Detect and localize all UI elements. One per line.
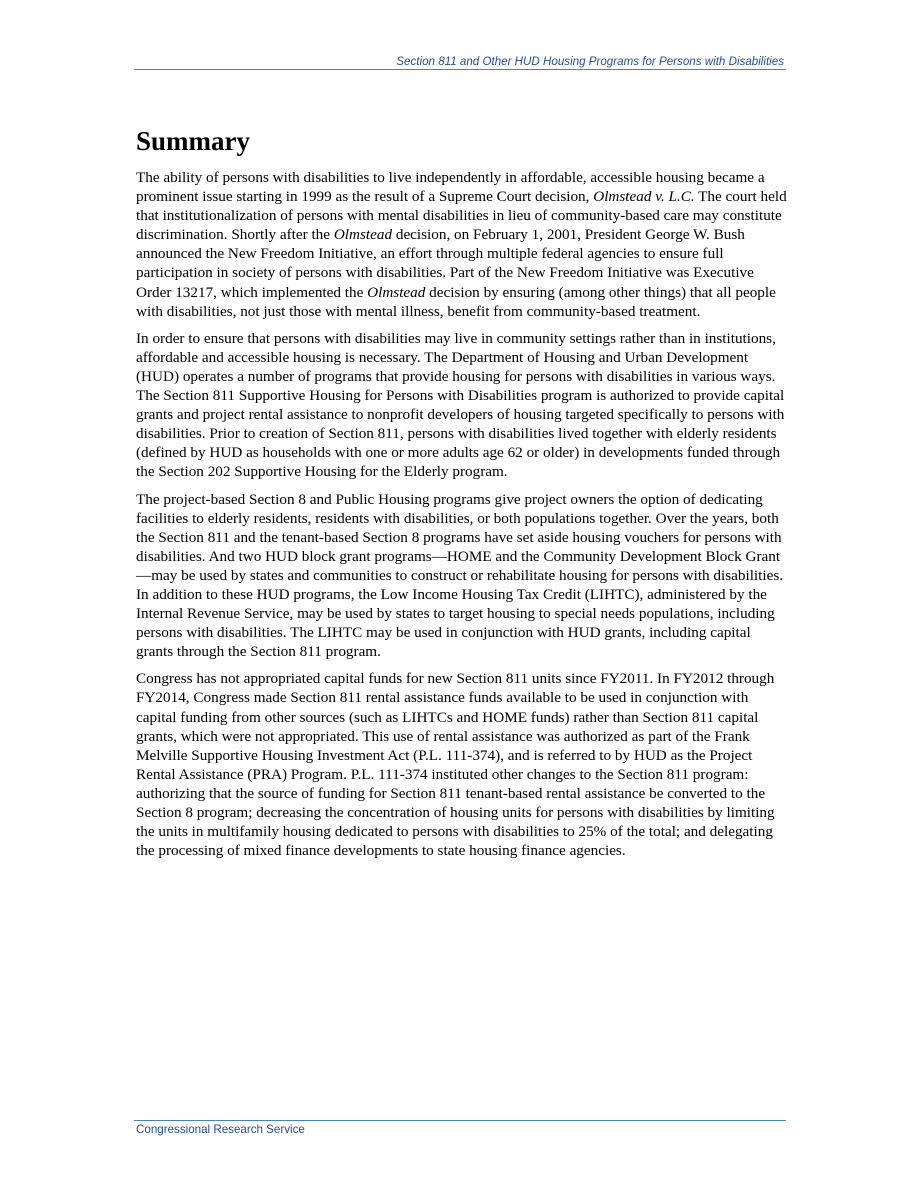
header-rule bbox=[134, 69, 786, 70]
case-name: Olmstead bbox=[367, 283, 426, 301]
footer-organization: Congressional Research Service bbox=[136, 1123, 305, 1136]
paragraph-text: decision by ensuring (among other things) that all people with disabilities, not just those with mental illness, benefit from community-based treatment. bbox=[136, 283, 776, 320]
summary-paragraph-4: Congress has not appropriated capital funds for new Section 811 units since FY2011. In FY2012 through FY2014, Congress made Section 811 rental assistance funds available to be used in conjunction with capital funding from other sources (such as LIHTCs and HOME funds) rather than Section 811 capital grants, which were not appropriated. This use of rental assistance was authorized as part of the Frank Melville Supportive Housing Investment Act (P.L. 111-374), and is referred to by HUD as the Project Rental Assistance (PRA) Program. P.L. 111-374 instituted other changes to the Section 811 program: authorizing that the source of funding for Section 811 tenant-based rental assistance be converted to the Section 8 program; decreasing the concentration of housing units for persons with disabilities by limiting the units in multifamily housing dedicated to persons with disabilities to 25% of the total; and delegating the processing of mixed finance developments to state housing finance agencies. bbox=[136, 670, 775, 860]
case-name: Olmstead v. L.C. bbox=[593, 188, 695, 206]
section-title: Summary bbox=[136, 126, 250, 156]
case-name: Olmstead bbox=[333, 226, 393, 244]
paragraph-text: The ability of persons with disabilities to live independently in affordable, accessible housing became a prominent issue starting in 1999 as the result of a Supreme Court decision, bbox=[136, 169, 765, 206]
paragraph-text: decision, on February 1, 2001, President George W. Bush announced the New Freedom Initiative, an effort through multiple federal agencies to ensure full participation in society of persons with disabilities. Part of the New Freedom Initiative was Executive Order 13217, which implemented the bbox=[136, 226, 754, 301]
summary-paragraph-2: In order to ensure that persons with disabilities may live in community settings rather than in institutions, affordable and accessible housing is necessary. The Department of Housing and Urban Development (HUD) operates a number of programs that provide housing for persons with disabilities in various ways. The Section 811 Supportive Housing for Persons with Disabilities program is authorized to provide capital grants and project rental assistance to nonprofit developers of housing targeted specifically to persons with disabilities. Prior to creation of Section 811, persons with disabilities lived together with elderly residents (defined by HUD as households with one or more adults age 62 or older) in developments funded through the Section 202 Supportive Housing for the Elderly program. bbox=[136, 329, 785, 481]
summary-paragraph-1 bbox=[136, 168, 788, 321]
running-header: Section 811 and Other HUD Housing Programs for Persons with Disabilities bbox=[396, 55, 784, 68]
page-content bbox=[136, 123, 788, 868]
footer-rule bbox=[134, 1120, 786, 1121]
paragraph-text: The court held that institutionalization of persons with mental disabilities in lieu of community-based care may constitute discrimination. Shortly after the bbox=[136, 188, 787, 244]
summary-paragraph-3: The project-based Section 8 and Public Housing programs give project owners the option of dedicating facilities to elderly residents, residents with disabilities, or both populations together. Over the years, both the Section 811 and the tenant-based Section 8 programs have set aside housing vouchers for persons with disabilities. And two HUD block grant programs—HOME and the Community Development Block Grant—may be used by states and communities to construct or rehabilitate housing for persons with disabilities. In addition to these HUD programs, the Low Income Housing Tax Credit (LIHTC), administered by the Internal Revenue Service, may be used by states to target housing to special needs populations, including persons with disabilities. The LIHTC may be used in conjunction with HUD grants, including capital grants through the Section 811 program. bbox=[136, 490, 784, 661]
